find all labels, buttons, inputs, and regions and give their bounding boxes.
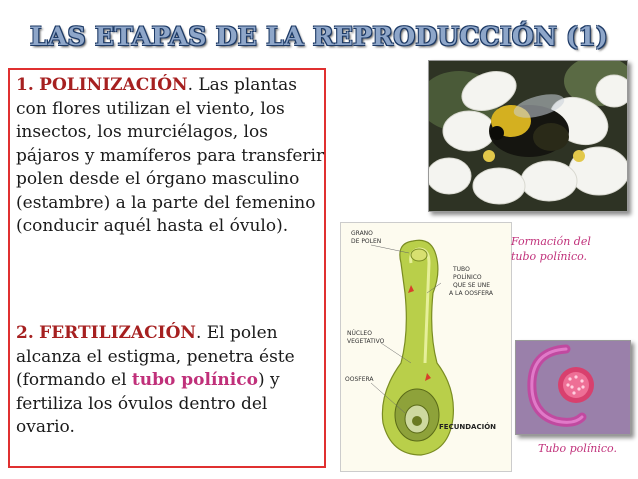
item1-keyword: POLINIZACIÓN bbox=[39, 75, 188, 95]
item2-text-b: ) y fertiliza los óvulos dentro del ovario. bbox=[16, 370, 280, 437]
label-grano: GRANO bbox=[351, 230, 373, 237]
bee-flower-photo bbox=[428, 60, 628, 212]
slide-title: LAS ETAPAS DE LA REPRODUCCIÓN (1) bbox=[29, 22, 609, 51]
fecundacion-diagram bbox=[340, 222, 512, 472]
item2-text-a: . El polen alcanza el estigma, penetra éste (formando el bbox=[16, 323, 295, 390]
pistil-illustration bbox=[341, 223, 511, 471]
pollen-tube-illustration bbox=[516, 341, 630, 434]
item2-highlight: tubo polínico bbox=[131, 370, 258, 390]
label-polinico: POLÍNICO bbox=[453, 274, 482, 281]
caption-tubo: Tubo polínico. bbox=[538, 442, 617, 455]
label-oosfera: OOSFERA bbox=[345, 376, 374, 383]
item2-number: 2. bbox=[16, 323, 34, 343]
caption-formacion-line1: Formación del bbox=[511, 235, 591, 248]
item-polinizacion bbox=[16, 74, 331, 239]
label-que-se-une: QUE SE UNE bbox=[453, 282, 490, 289]
item1-text: . Las plantas con flores utilizan el viento, los insectos, los murciélagos, los pájaros y mamíferos para transferir polen desde el órgano masculino (estambre) a la parte del femenino (conducir aquél hasta el óvulo). bbox=[16, 75, 325, 236]
label-tubo: TUBO bbox=[453, 266, 470, 273]
bee-flower-illustration bbox=[429, 61, 627, 211]
label-fecundacion: FECUNDACIÓN bbox=[439, 423, 497, 431]
caption-formacion-line2: tubo polínico. bbox=[511, 250, 588, 263]
label-nucleo: NÚCLEO bbox=[347, 330, 372, 337]
label-vegetativo: VEGETATIVO bbox=[347, 338, 385, 345]
item2-keyword: FERTILIZACIÓN bbox=[39, 323, 196, 343]
label-a-la-oosfera: A LA OOSFERA bbox=[449, 290, 494, 297]
pollen-tube-photo bbox=[515, 340, 631, 435]
item1-number: 1. bbox=[16, 75, 34, 95]
item-fertilizacion bbox=[16, 322, 331, 440]
label-de-polen: DE POLEN bbox=[351, 238, 382, 245]
caption-formacion bbox=[511, 234, 621, 264]
